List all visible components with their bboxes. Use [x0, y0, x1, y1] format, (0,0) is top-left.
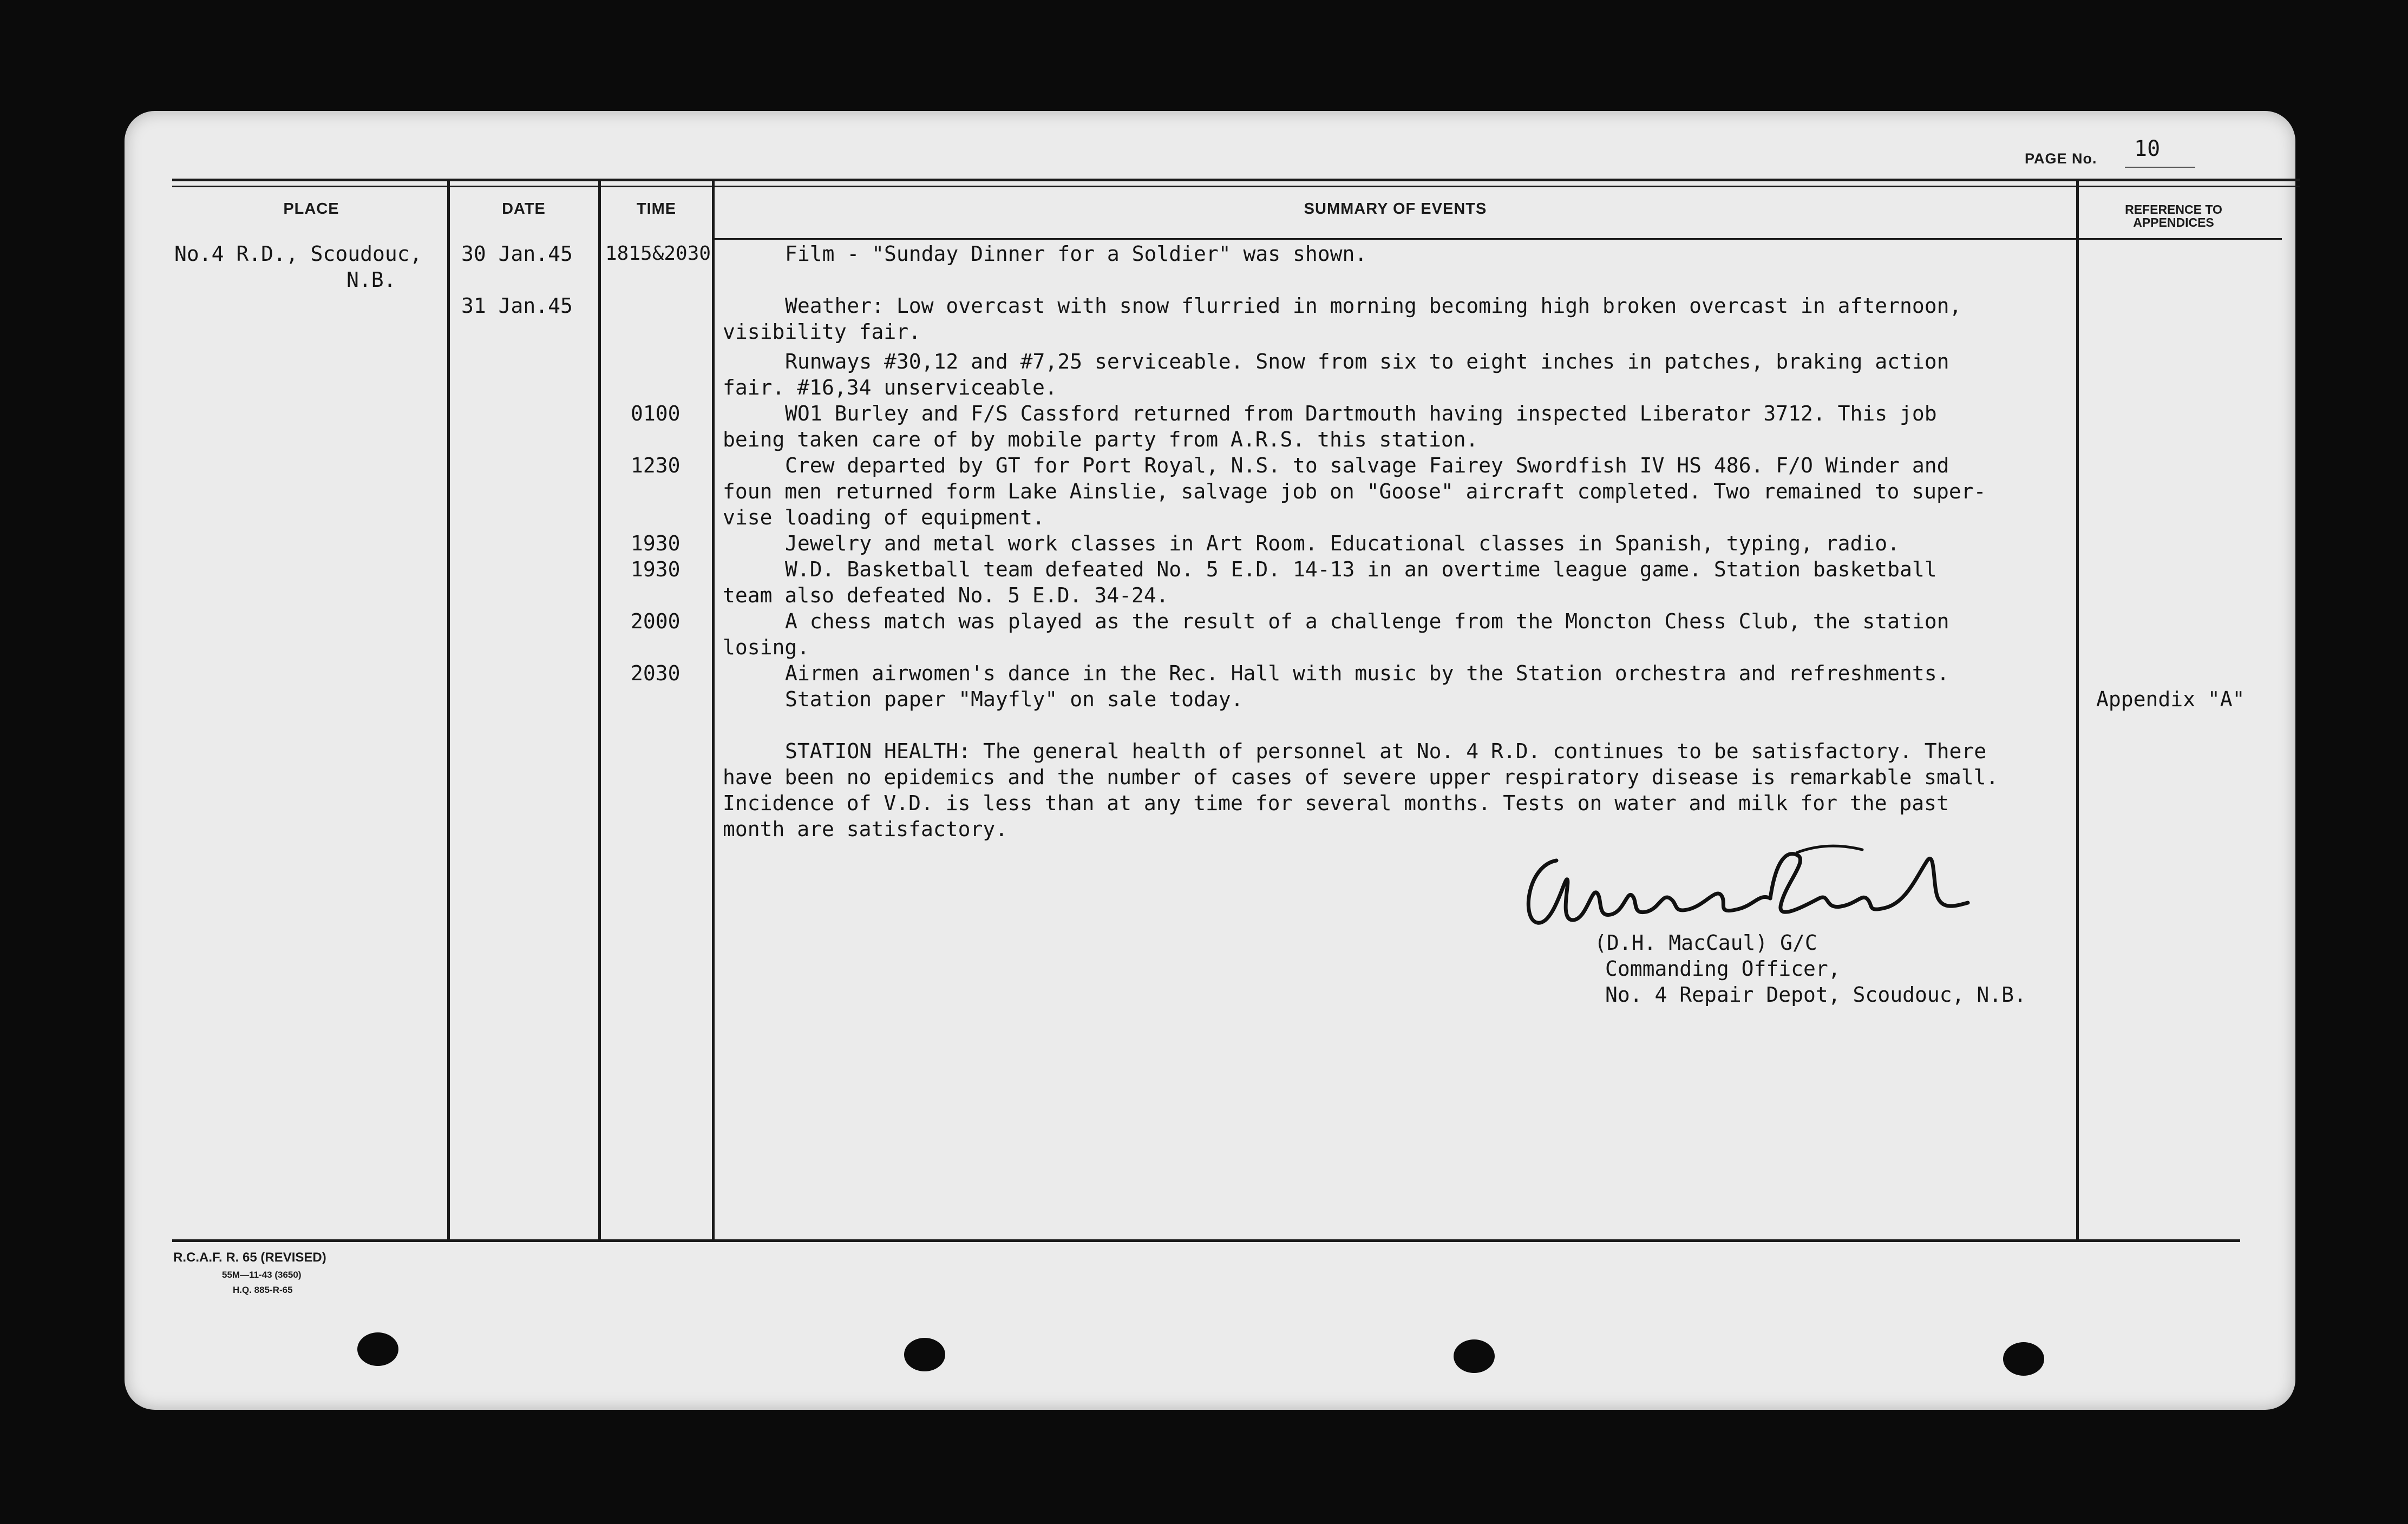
- signature-title: Commanding Officer,: [1605, 957, 1841, 981]
- signature-name: (D.H. MacCaul) G/C: [1594, 931, 1817, 955]
- column-header-reference: REFERENCE TO APPENDICES: [2125, 202, 2222, 229]
- page-number-underline: [2125, 167, 2195, 168]
- time-entry: 1930: [631, 531, 680, 555]
- summary-line: team also defeated No. 5 E.D. 34-24.: [723, 583, 1169, 607]
- summary-line: month are satisfactory.: [723, 817, 1008, 841]
- page-number: 10: [2134, 136, 2161, 161]
- time-entry: 1930: [631, 557, 680, 581]
- column-header-summary: SUMMARY OF EVENTS: [1304, 200, 1487, 218]
- appendix-reference: Appendix "A": [2096, 687, 2245, 711]
- footer-rule: [172, 1239, 2240, 1242]
- date-entry: 31 Jan.45: [461, 294, 573, 318]
- summary-header-underline: [712, 238, 2084, 240]
- summary-line: Airmen airwomen's dance in the Rec. Hall with music by the Station orchestra and refreshments.: [785, 661, 1949, 685]
- summary-line: fair. #16,34 unserviceable.: [723, 376, 1057, 399]
- summary-line: A chess match was played as the result of a challenge from the Moncton Chess Club, the station: [785, 609, 1949, 633]
- handwritten-signature: [1516, 828, 1971, 942]
- print-code: 55M—11-43 (3650): [222, 1270, 302, 1280]
- binder-hole: [904, 1338, 945, 1371]
- summary-line: have been no epidemics and the number of cases of severe upper respiratory disease is remarkable small.: [723, 765, 1999, 789]
- binder-hole: [2003, 1342, 2044, 1376]
- place-line-2: N.B.: [346, 268, 396, 292]
- date-entry: 30 Jan.45: [461, 242, 573, 266]
- summary-line: Incidence of V.D. is less than at any time for several months. Tests on water and milk for the past: [723, 791, 1949, 815]
- time-entry: 2000: [631, 609, 680, 633]
- summary-line: foun men returned form Lake Ainslie, salvage job on "Goose" aircraft completed. Two remained to super-: [723, 479, 1986, 503]
- binder-hole: [357, 1332, 398, 1366]
- binder-hole: [1454, 1339, 1495, 1373]
- summary-line: Jewelry and metal work classes in Art Room. Educational classes in Spanish, typing, radio.: [785, 531, 1900, 555]
- form-number: R.C.A.F. R. 65 (REVISED): [173, 1250, 326, 1265]
- time-entry: 2030: [631, 661, 680, 685]
- column-divider-place: [447, 181, 450, 1239]
- summary-line: Station paper "Mayfly" on sale today.: [785, 687, 1244, 711]
- summary-line: WO1 Burley and F/S Cassford returned from Dartmouth having inspected Liberator 3712. This job: [785, 402, 1937, 425]
- summary-line: vise loading of equipment.: [723, 505, 1045, 529]
- column-header-place: PLACE: [283, 200, 339, 218]
- time-entry: 0100: [631, 402, 680, 425]
- page-number-label: PAGE No.: [2025, 150, 2097, 167]
- column-header-date: DATE: [502, 200, 546, 218]
- summary-line: being taken care of by mobile party from A.R.S. this station.: [723, 428, 1478, 451]
- hq-code: H.Q. 885-R-65: [233, 1285, 293, 1295]
- summary-line: Runways #30,12 and #7,25 serviceable. Snow from six to eight inches in patches, braking action: [785, 350, 1949, 373]
- summary-line: Crew departed by GT for Port Royal, N.S. to salvage Fairey Swordfish IV HS 486. F/O Winder and: [785, 454, 1949, 477]
- summary-line: visibility fair.: [723, 320, 921, 344]
- column-divider-time: [712, 181, 715, 1239]
- header-rule-top: [172, 179, 2300, 181]
- time-entry: 1815&2030: [605, 242, 711, 265]
- reference-header-underline: [2076, 238, 2282, 240]
- summary-line: losing.: [723, 635, 810, 659]
- column-header-time: TIME: [636, 200, 677, 218]
- place-line-1: No.4 R.D., Scoudouc,: [174, 242, 422, 266]
- signature-unit: No. 4 Repair Depot, Scoudouc, N.B.: [1605, 983, 2026, 1007]
- time-entry: 1230: [631, 454, 680, 477]
- header-rule-inner: [172, 186, 2300, 187]
- summary-line: W.D. Basketball team defeated No. 5 E.D. 14-13 in an overtime league game. Station basketball: [785, 557, 1937, 581]
- summary-line: Weather: Low overcast with snow flurried in morning becoming high broken overcast in afternoon,: [785, 294, 1962, 318]
- summary-line: STATION HEALTH: The general health of personnel at No. 4 R.D. continues to be satisfactory. There: [785, 739, 1987, 763]
- column-divider-date: [598, 181, 601, 1239]
- summary-line: Film - "Sunday Dinner for a Soldier" was shown.: [785, 242, 1367, 266]
- column-divider-summary: [2076, 181, 2079, 1239]
